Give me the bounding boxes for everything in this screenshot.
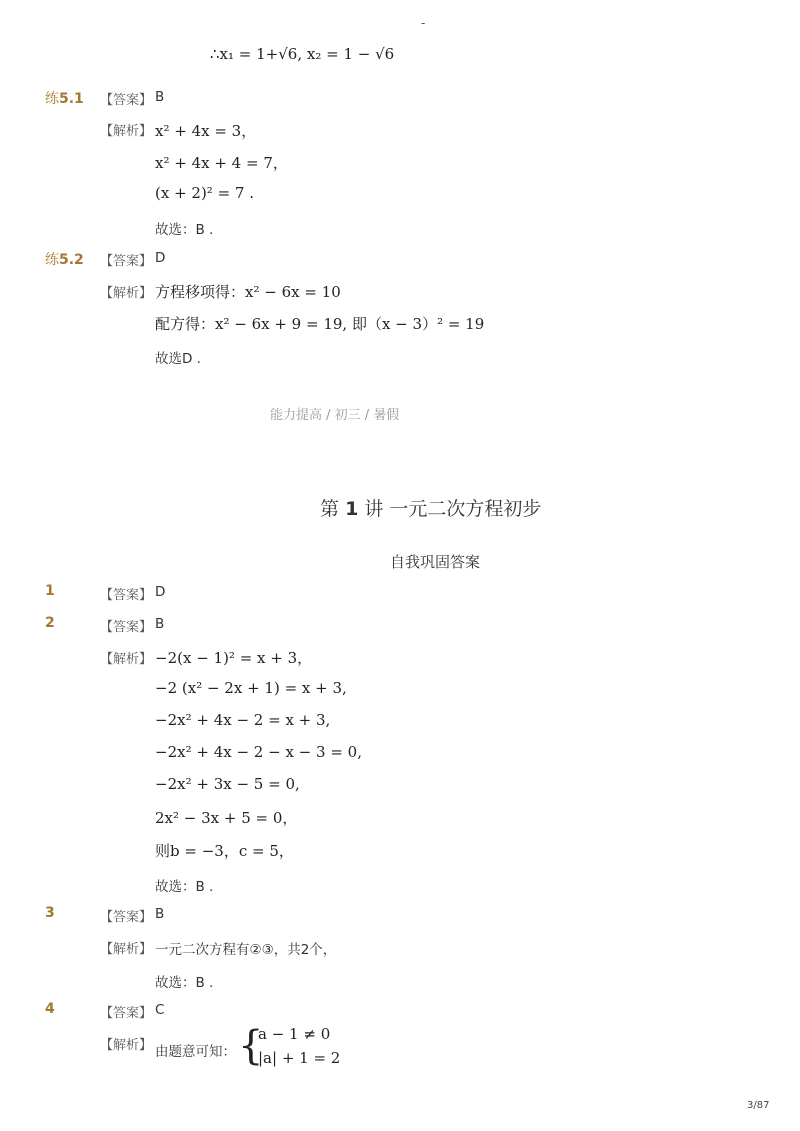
analysis-label: 【解析】 — [100, 942, 153, 957]
exercise-num: 5.2 — [59, 252, 84, 268]
analysis-line: x² + 4x + 4 = 7， — [155, 154, 288, 172]
analysis-label: 【解析】 — [100, 124, 153, 139]
answer-value: B — [155, 906, 165, 922]
exercise-number — [45, 249, 84, 269]
analysis-line: −2x² + 4x − 2 − x − 3 = 0, — [155, 743, 362, 761]
system-equation: |a| + 1 = 2 — [258, 1049, 341, 1067]
lecture-number: 1 — [345, 498, 359, 520]
page-footer: 能力提高 / 初三 / 暑假 — [270, 408, 400, 423]
answer-label: 【答案】 — [100, 910, 153, 925]
lecture-title-post: 讲 一元二次方程初步 — [364, 498, 542, 520]
conclusion-line: 故选：B . — [155, 879, 214, 895]
analysis-label: 【解析】 — [100, 652, 153, 667]
analysis-line: 一元二次方程有②③，共2个， — [155, 942, 337, 958]
analysis-label: 【解析】 — [100, 286, 153, 301]
question-number: 3 — [45, 905, 55, 921]
system-brace: { — [238, 1023, 264, 1069]
question-number: 2 — [45, 615, 55, 631]
page-number: 3/87 — [747, 1100, 770, 1111]
conclusion-line: 故选D . — [155, 351, 201, 367]
section-subtitle: 自我巩固答案 — [390, 553, 481, 571]
analysis-label: 【解析】 — [100, 1038, 153, 1053]
analysis-line: −2 (x² − 2x + 1) = x + 3, — [155, 679, 347, 697]
conclusion-line: 故选：B . — [155, 222, 214, 238]
answer-value: B — [155, 616, 165, 632]
analysis-line: 2x² − 3x + 5 = 0， — [155, 809, 298, 827]
exercise-number — [45, 88, 84, 108]
answer-value: B — [155, 89, 165, 105]
lecture-title — [320, 494, 541, 521]
analysis-line: 配方得：x² − 6x + 9 = 19, 即（x − 3）² = 19 — [155, 315, 485, 333]
answer-label: 【答案】 — [100, 588, 153, 603]
analysis-intro: 由题意可知： — [155, 1044, 236, 1060]
conclusion-line: 故选：B . — [155, 975, 214, 991]
analysis-line: −2x² + 4x − 2 = x + 3, — [155, 711, 331, 729]
exercise-num: 5.1 — [59, 91, 84, 107]
answer-value: C — [155, 1002, 165, 1018]
exercise-prefix: 练 — [45, 252, 59, 268]
lecture-title-pre: 第 — [320, 498, 340, 520]
answer-label: 【答案】 — [100, 93, 153, 108]
analysis-line: −2(x − 1)² = x + 3， — [155, 649, 313, 667]
question-number: 1 — [45, 583, 55, 599]
analysis-line: x² + 4x = 3， — [155, 122, 257, 140]
answer-value: D — [155, 584, 166, 600]
page-top-dash: - — [421, 16, 426, 30]
analysis-line: (x + 2)² = 7 . — [155, 184, 255, 202]
answer-label: 【答案】 — [100, 254, 153, 269]
analysis-line: −2x² + 3x − 5 = 0, — [155, 775, 300, 793]
answer-label: 【答案】 — [100, 620, 153, 635]
system-equation: a − 1 ≠ 0 — [258, 1025, 331, 1043]
exercise-prefix: 练 — [45, 91, 59, 107]
answer-value: D — [155, 250, 166, 266]
answer-label: 【答案】 — [100, 1006, 153, 1021]
question-number: 4 — [45, 1001, 55, 1017]
analysis-line: 方程移项得：x² − 6x = 10 — [155, 283, 341, 301]
root-formula: ∴x₁ = 1+√6, x₂ = 1 − √6 — [210, 45, 395, 63]
analysis-line: 则b = −3，c = 5， — [155, 842, 294, 860]
